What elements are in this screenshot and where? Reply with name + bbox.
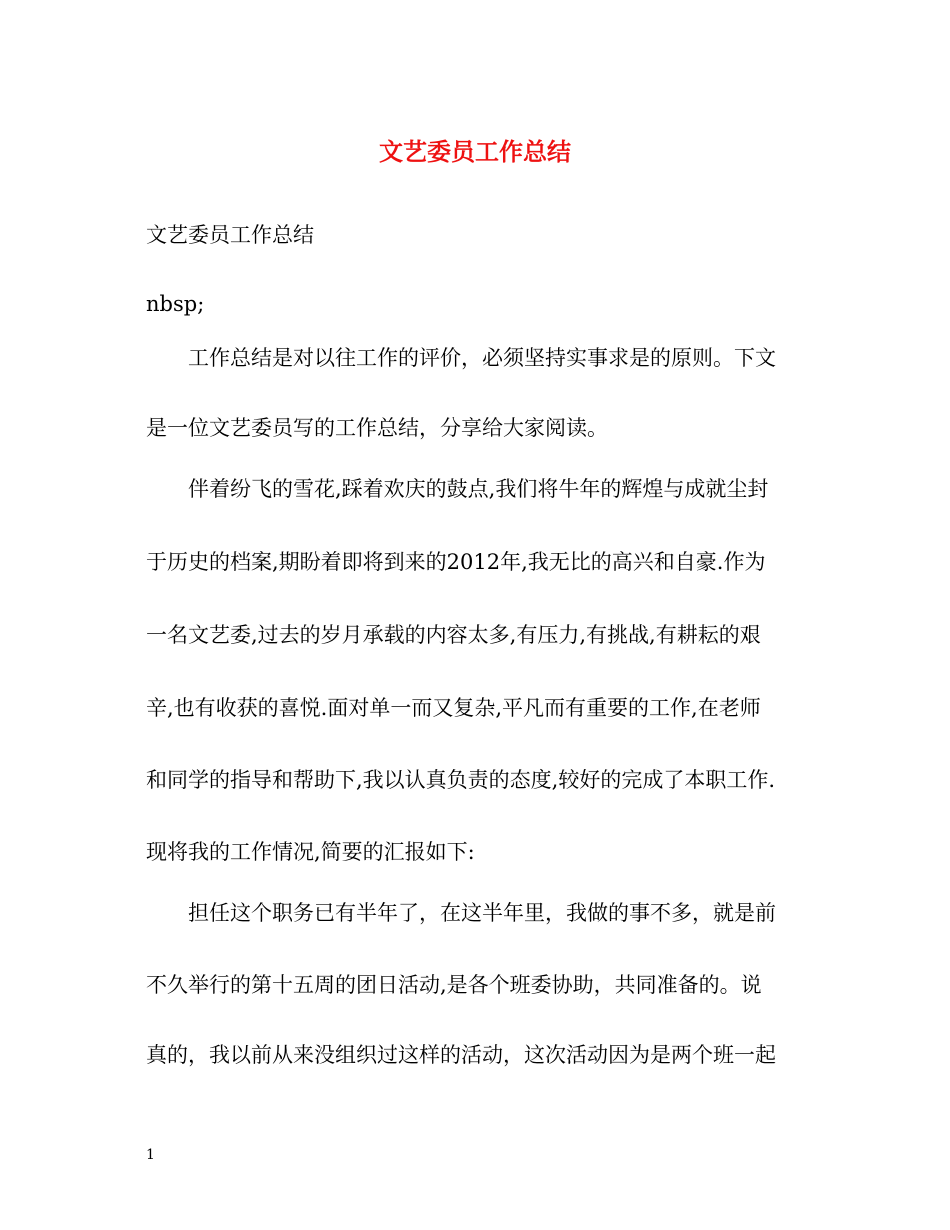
paragraph-line: 是一位文艺委员写的工作总结，分享给大家阅读。 [146, 416, 608, 440]
paragraph-line: 和同学的指导和帮助下,我以认真负责的态度,较好的完成了本职工作. [146, 768, 776, 792]
paragraph-line: 真的，我以前从来没组织过这样的活动，这次活动因为是两个班一起 [146, 1043, 776, 1067]
paragraph-line: 辛,也有收获的喜悦.面对单一而又复杂,平凡而有重要的工作,在老师 [146, 696, 761, 720]
nbsp-line: nbsp; [146, 292, 205, 316]
paragraph-line: 不久举行的第十五周的团日活动,是各个班委协助，共同准备的。说 [146, 973, 762, 997]
paragraph-line: 于历史的档案,期盼着即将到来的2012年,我无比的高兴和自豪.作为 [146, 550, 766, 574]
document-title: 文艺委员工作总结 [379, 137, 571, 166]
document-subtitle: 文艺委员工作总结 [146, 223, 314, 247]
paragraph-line: 伴着纷飞的雪花,踩着欢庆的鼓点,我们将牛年的辉煌与成就尘封 [188, 477, 769, 501]
paragraph-line: 担任这个职务已有半年了，在这半年里，我做的事不多，就是前 [188, 901, 776, 925]
paragraph-line: 现将我的工作情况,简要的汇报如下: [146, 840, 475, 864]
paragraph-line: 一名文艺委,过去的岁月承载的内容太多,有压力,有挑战,有耕耘的艰 [146, 623, 761, 647]
page-number: 1 [146, 1147, 155, 1163]
paragraph-line: 工作总结是对以往工作的评价，必须坚持实事求是的原则。下文 [188, 346, 776, 370]
